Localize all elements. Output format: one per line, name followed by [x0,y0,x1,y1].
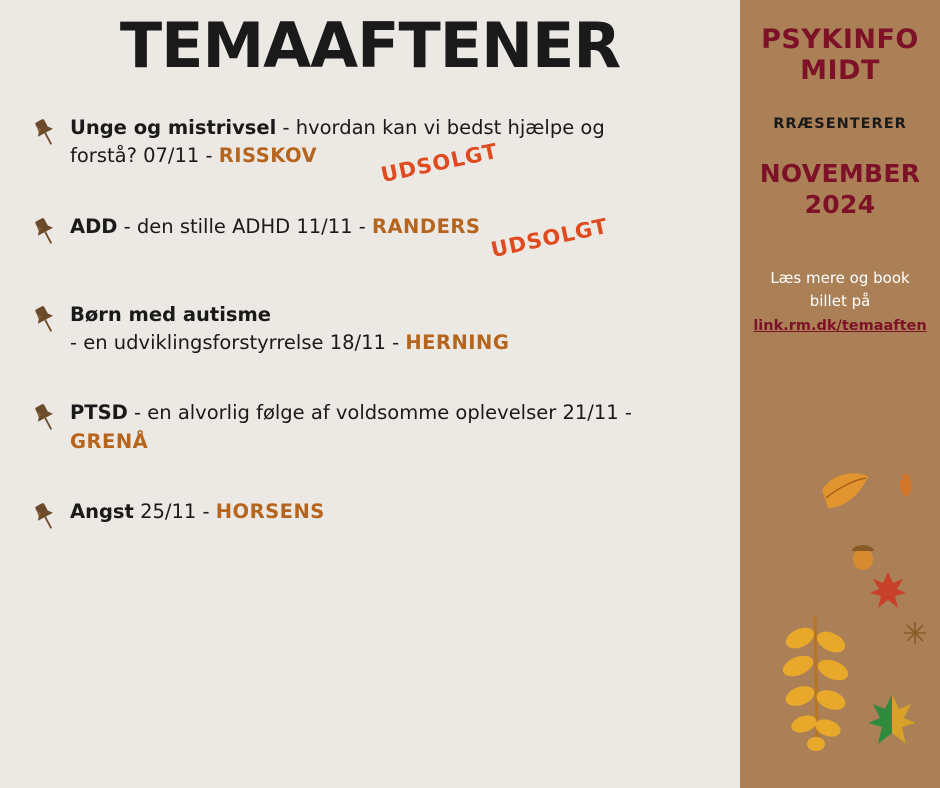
list-item [28,114,716,188]
event-text [70,399,670,456]
list-item [28,301,716,358]
event-detail: - en udviklingsforstyrrelse 18/11 - [70,330,406,354]
list-item [28,213,716,262]
status-badge: UDSOLGT [488,213,611,262]
booking-line-1: Læs mere og book [770,268,910,287]
event-text [70,301,509,358]
event-title: Angst [70,499,134,523]
acorn-icon [846,538,880,572]
sidebar [740,0,940,788]
event-city: RISSKOV [218,144,318,168]
seed-icon [902,620,928,646]
event-title: ADD [70,214,118,238]
brand-line-1: PSYKINFO [761,24,919,55]
event-city: GRENÅ [70,429,149,453]
booking-link[interactable]: link.rm.dk/temaaften [753,318,927,335]
compound-leaf-icon [776,612,854,752]
event-text [70,498,325,526]
booking-line-2: billet på [809,291,871,310]
event-detail: - den stille ADHD 11/11 - [117,214,372,238]
event-detail: 25/11 - [133,499,216,523]
maple-leaf-icon [868,570,908,612]
event-city: HORSENS [215,499,325,523]
event-title: PTSD [70,401,128,425]
brand-line-2: MIDT [800,55,880,87]
presents-label: RRÆSENTERER [773,116,907,133]
event-detail: - hvordan kan vi bedst hjælpe og forstå? 07/11 - [70,116,605,168]
pushpin-icon [28,116,62,150]
pushpin-icon [28,215,62,249]
leaf-icon [818,468,872,512]
status-badge: UDSOLGT [378,139,501,188]
event-city: HERNING [405,330,510,354]
pushpin-icon [28,303,62,337]
event-title: Børn med autisme [70,302,272,326]
month-label: NOVEMBER [759,159,921,189]
event-title: Unge og mistrivsel [70,116,277,140]
maple-leaf-icon [866,692,918,748]
event-text [70,213,611,262]
event-detail: - en alvorlig følge af voldsomme oplevelser 21/11 - [127,401,632,425]
pushpin-icon [28,500,62,534]
booking-info [748,267,932,338]
list-item [28,399,716,456]
page-title: TEMAAFTENER [119,9,621,82]
month-year [748,158,932,221]
event-list [0,114,740,544]
leaf-icon [895,472,917,498]
event-city: RANDERS [371,214,481,238]
year-label: 2024 [804,190,876,220]
event-text [70,114,670,188]
pushpin-icon [28,401,62,435]
list-item [28,498,716,544]
brand-name [748,24,932,86]
